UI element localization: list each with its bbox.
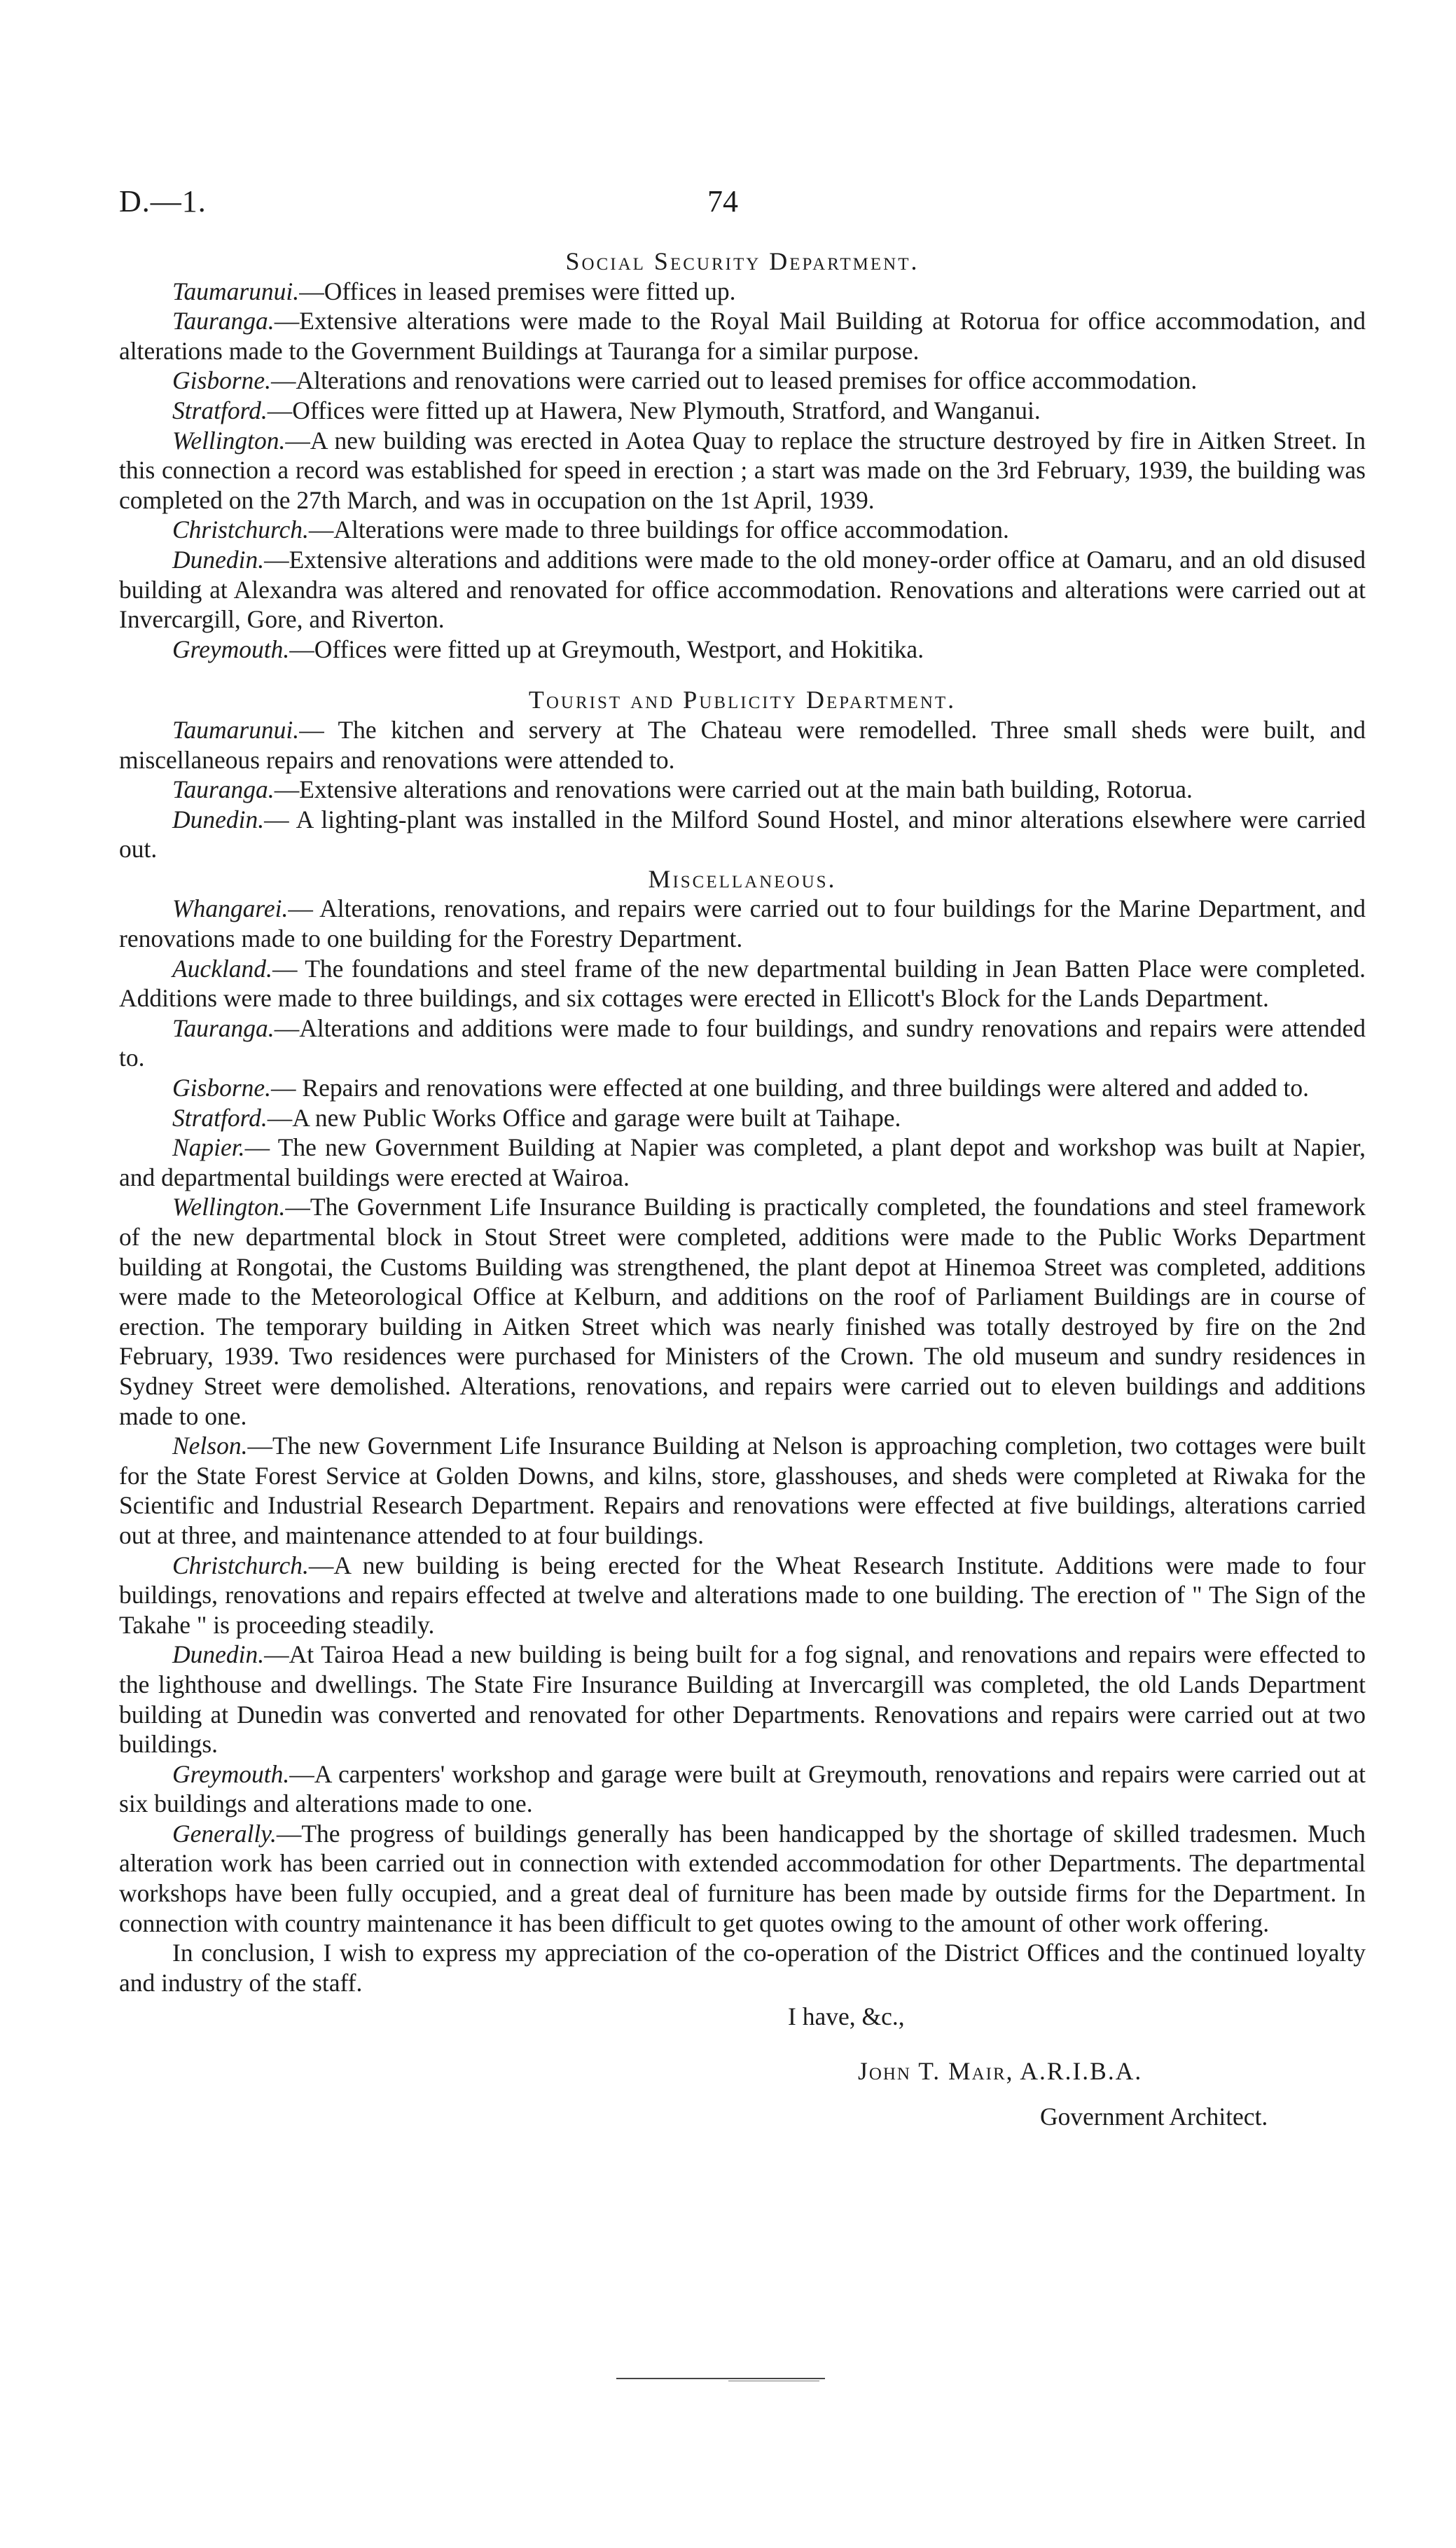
place-name: Gisborne.: [172, 1074, 272, 1102]
entry-paragraph: [119, 715, 1366, 775]
entry-text: — The foundations and steel frame of the new departmental building in Jean Batten Place were completed. Additions were made to three buildings, and six cottages were erected in Ellicott's Block for the Lands Department.: [119, 954, 1366, 1013]
place-name: Greymouth.: [172, 1759, 290, 1788]
entry-text: —Extensive alterations and renovations were carried out at the main bath building, Rotorua.: [274, 775, 1193, 804]
entry-text: —The new Government Life Insurance Building at Nelson is approaching completion, two cottages were built for the State Forest Service at Golden Downs, and kilns, store, glasshouses, and sheds were completed at Riwaka for the Scientific and Industrial Research Department. Repairs and renovations were effected at five buildings, alterations carried out at three, and maintenance attended to at four buildings.: [119, 1432, 1366, 1549]
closing-salutation: I have, &c.,: [788, 2002, 905, 2031]
entry-paragraph: [119, 545, 1366, 635]
entry-text: —Alterations were made to three buildings for office accommodation.: [308, 515, 1009, 544]
entry-paragraph: [119, 426, 1366, 515]
entry-text: —A new Public Works Office and garage were built at Taihape.: [267, 1103, 901, 1132]
entry-text: — Repairs and renovations were effected at one building, and three buildings were altered and added to.: [271, 1074, 1309, 1102]
document-body: [119, 247, 1366, 2132]
entry-paragraph: [119, 635, 1366, 665]
entry-text: — Alterations, renovations, and repairs were carried out to four buildings for the Marine Department, and renovations made to one building for the Forestry Department.: [119, 894, 1366, 953]
place-name: Gisborne.: [172, 366, 272, 395]
entry-paragraph: [119, 277, 1366, 307]
entry-text: —Alterations and renovations were carried out to leased premises for office accommodation.: [271, 366, 1198, 395]
entry-text: —A new building was erected in Aotea Quay to replace the structure destroyed by fire in Aitken Street. In this connection a record was established for speed in erection ; a start was made on the 3rd February, 1939, the building was completed on the 27th March, and was in occupation on the 1st April, 1939.: [119, 426, 1366, 514]
place-name: Christchurch.: [172, 1551, 309, 1579]
entry-text: — A lighting-plant was installed in the Milford Sound Hostel, and minor alterations elsewhere were carried out.: [119, 805, 1366, 864]
section-title: Miscellaneous.: [648, 864, 837, 893]
place-name: Stratford.: [172, 396, 268, 424]
place-name: Tauranga.: [172, 1013, 275, 1042]
entry-paragraph: [119, 1133, 1366, 1192]
place-name: Dunedin.: [172, 805, 265, 833]
entry-text: —A carpenters' workshop and garage were built at Greymouth, renovations and repairs were carried out at six buildings and alterations made to one.: [119, 1759, 1366, 1818]
place-name: Wellington.: [172, 1193, 286, 1221]
entry-text: —The Government Life Insurance Building is practically completed, the foundations and steel framework of the new departmental block in Stout Street were completed, additions were made to the Public Works Department building at Rongotai, the Customs Building was strengthened, the plant depot at Hinemoa Street was completed, additions were made to the Meteorological Office at Kelburn, and additions on the roof of Parliament Buildings are in course of erection. The temporary building in Aitken Street which was nearly finished was totally destroyed by fire on the 2nd February, 1939. Two residences were purchased for Ministers of the Crown. The old museum and sundry residences in Sydney Street were demolished. Alterations, renovations, and repairs were carried out to eleven buildings and additions made to one.: [119, 1193, 1366, 1430]
section-title: Tourist and Publicity Department.: [528, 686, 957, 714]
entry-paragraph: [119, 1819, 1366, 1938]
entry-paragraph: [119, 396, 1366, 426]
place-name: Greymouth.: [172, 635, 290, 663]
place-name: Napier.: [172, 1133, 245, 1162]
entry-paragraph: [119, 1551, 1366, 1640]
entry-paragraph: [119, 1073, 1366, 1103]
entry-text: —Extensive alterations and additions were made to the old money-order office at Oamaru, and an old disused building at Alexandra was altered and renovated for office accommodation. Renovations and alterations were carried out at Invercargill, Gore, and Riverton.: [119, 545, 1366, 634]
place-name: Dunedin.: [172, 1640, 265, 1669]
place-name: Auckland.: [172, 954, 272, 983]
place-name: Christchurch.: [172, 515, 309, 544]
entry-paragraph: [119, 775, 1366, 805]
place-name: Generally.: [172, 1819, 277, 1848]
entry-text: — The new Government Building at Napier was completed, a plant depot and workshop was built at Napier, and departmental buildings were erected at Wairoa.: [119, 1133, 1366, 1191]
entry-text: — The kitchen and servery at The Chateau were remodelled. Three small sheds were built, and miscellaneous repairs and renovations were attended to.: [119, 715, 1366, 774]
entry-paragraph: [119, 954, 1366, 1013]
section-tourist-publicity: [119, 685, 1366, 864]
document-reference: D.—1.: [119, 184, 207, 219]
place-name: Tauranga.: [172, 775, 275, 804]
entry-paragraph: [119, 1431, 1366, 1550]
entry-text: —Offices were fitted up at Hawera, New Plymouth, Stratford, and Wanganui.: [267, 396, 1041, 424]
page-number: 74: [707, 184, 738, 219]
entry-paragraph: [119, 1013, 1366, 1073]
place-name: Taumarunui.: [172, 715, 300, 744]
divider: [616, 2378, 825, 2379]
entry-paragraph: [119, 894, 1366, 953]
place-name: Nelson.: [172, 1432, 248, 1460]
signatory-name: John T. Mair, A.R.I.B.A.: [858, 2057, 1143, 2086]
entry-text: —A new building is being erected for the Wheat Research Institute. Additions were made to four buildings, renovations and repairs effected at twelve and alterations made to one building. The erection of " The Sign of the Takahe " is proceeding steadily.: [119, 1551, 1366, 1639]
section-social-security: [119, 247, 1366, 664]
entry-text: —Alterations and additions were made to four buildings, and sundry renovations and repairs were attended to.: [119, 1013, 1366, 1072]
entry-paragraph: [119, 1192, 1366, 1431]
place-name: Whangarei.: [172, 894, 289, 923]
closing-rule: [0, 2378, 1456, 2385]
place-name: Tauranga.: [172, 307, 275, 335]
conclusion-paragraph: In conclusion, I wish to express my appreciation of the co-operation of the District Offices and the continued loyalty and industry of the staff.: [119, 1939, 1366, 1997]
place-name: Dunedin.: [172, 545, 265, 574]
entry-paragraph: [119, 366, 1366, 396]
place-name: Stratford.: [172, 1103, 268, 1132]
place-name: Wellington.: [172, 426, 286, 455]
place-name: Taumarunui.: [172, 277, 300, 305]
entry-text: —Offices were fitted up at Greymouth, Westport, and Hokitika.: [289, 635, 924, 663]
entry-text: —At Tairoa Head a new building is being built for a fog signal, and renovations and repairs were effected to the lighthouse and dwellings. The State Fire Insurance Building at Invercargill was completed, the old Lands Department building at Dunedin was converted and renovated for other Departments. Renovations and repairs were carried out at two buildings.: [119, 1640, 1366, 1759]
entry-text: —Extensive alterations were made to the Royal Mail Building at Rotorua for office accommodation, and alterations made to the Government Buildings at Tauranga for a similar purpose.: [119, 307, 1366, 365]
entry-paragraph: [119, 1103, 1366, 1133]
entry-paragraph: [119, 1640, 1366, 1759]
section-miscellaneous: [119, 864, 1366, 1938]
entry-paragraph: [119, 805, 1366, 864]
entry-text: —Offices in leased premises were fitted up.: [299, 277, 736, 305]
entry-paragraph: [119, 1759, 1366, 1819]
entry-text: —The progress of buildings generally has been handicapped by the shortage of skilled tradesmen. Much alteration work has been carried out in connection with extended accommodation for other Departments. The departmental workshops have been fully occupied, and a great deal of furniture has been made by outside firms for the Department. In connection with country maintenance it has been difficult to get quotes owing to the amount of other work offering.: [119, 1819, 1366, 1937]
signatory-title: Government Architect.: [1040, 2103, 1268, 2131]
entry-paragraph: [119, 515, 1366, 545]
entry-paragraph: [119, 306, 1366, 366]
signature-block: [119, 2002, 1366, 2131]
section-title: Social Security Department.: [565, 247, 920, 275]
